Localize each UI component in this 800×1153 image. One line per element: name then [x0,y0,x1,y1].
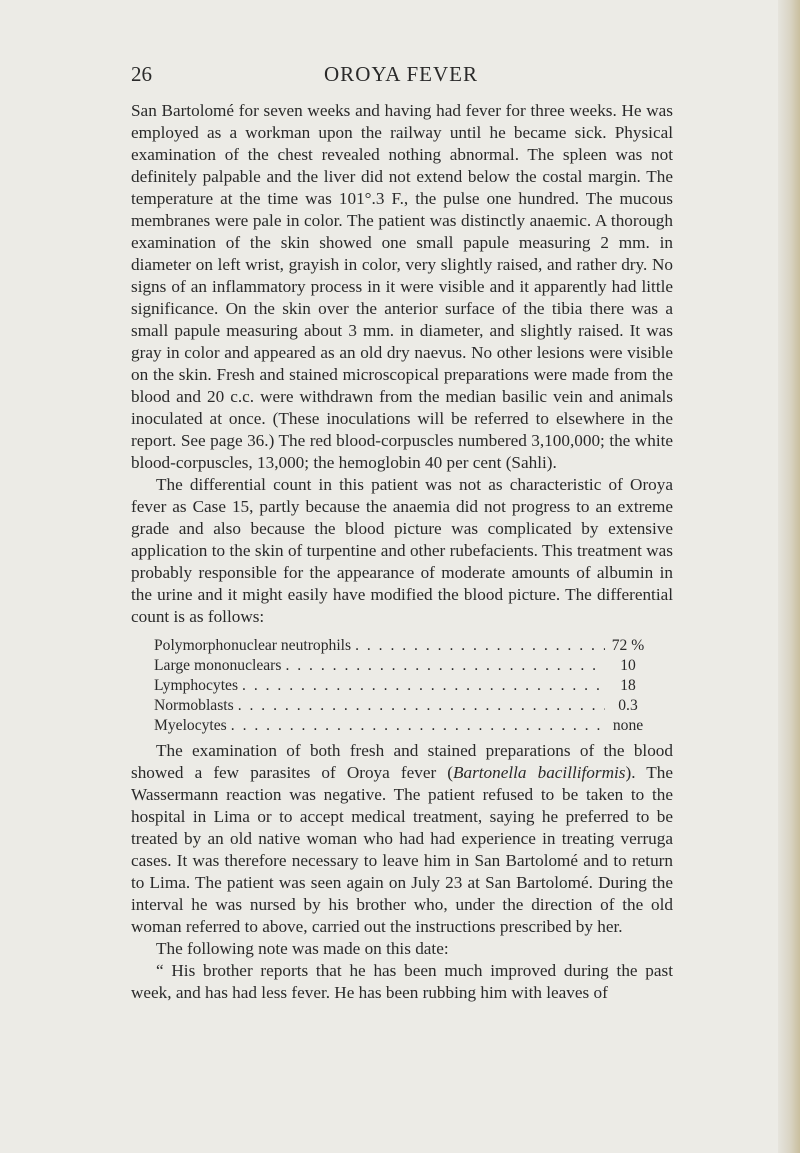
differential-count-table [154,636,647,736]
count-value: 10 [620,657,636,674]
count-row [154,716,647,736]
body-text [131,100,673,1004]
examination-text-end: ). The Wassermann reaction was negative. The patient refused to be taken to the hospital in Lima or to accept medical treatment, saying he preferred to be treated by an old native woman who had had experience in treating verruga cases. It was therefore necessary to leave him in San Bartolomé and to return to Lima. The patient was seen again on July 23 at San Bartolomé. During the interval he was nursed by his brother who, under the direction of the old woman referred to above, carried out the instructions prescribed by her. [131,763,673,936]
page-edge [778,0,800,1153]
paragraph-note-intro: The following note was made on this date: [156,939,449,958]
leader-dots [242,676,605,696]
count-row [154,656,647,676]
count-row [154,696,647,716]
leader-dots [231,716,605,736]
paragraph-examination [131,740,673,938]
count-label: Large mononuclears [154,657,282,674]
paragraph-case-history: San Bartolomé for seven weeks and having had fever for three weeks. He was employed as a workman upon the railway until he became sick. Physical examination of the chest revealed nothing abnormal. The spleen was not definitely palpable and the liver did not extend below the costal margin. The temperature at the time was 101°.3 F., the pulse one hundred. The mucous membranes were pale in color. The patient was distinctly anaemic. A thorough examination of the skin showed one small papule measuring 2 mm. in diameter on left wrist, grayish in color, very slightly raised, and rather dry. No signs of an inflammatory process in it were visible and it apparently had little significance. On the skin over the anterior surface of the tibia there was a small papule measuring about 3 mm. in diameter, and slightly raised. It was gray in color and appeared as an old dry naevus. No other lesions were visible on the skin. Fresh and stained microscopical preparations were made from the blood and 20 c.c. were withdrawn from the median basilic vein and animals inoculated at once. (These inoculations will be referred to elsewhere in the report. See page 36.) The red blood-corpuscles numbered 3,100,000; the white blood-corpuscles, 13,000; the hemoglobin 40 per cent (Sahli). [131,101,673,472]
count-value: 72 % [611,637,645,654]
examination-text-start: The examination of both fresh and stained preparations of the blood showed a few parasites of Oroya fever ( [131,741,673,782]
page-number: 26 [131,62,152,86]
species-name: Bartonella bacilliformis [453,763,626,782]
count-value: 0.3 [618,697,638,714]
count-label: Polymorphonuclear neutrophils [154,637,352,654]
count-label: Normoblasts [154,697,234,714]
count-value: none [612,717,644,734]
count-label: Lymphocytes [154,677,239,694]
running-head: OROYA FEVER [324,62,478,86]
leader-dots [355,636,605,656]
leader-dots [238,696,605,716]
count-label: Myelocytes [154,717,227,734]
count-row [154,676,647,696]
paragraph-brother-report: “ His brother reports that he has been much improved during the past week, and has had less fever. He has been rubbing him with leaves of [131,961,673,1002]
page-header [131,62,671,90]
paragraph-differential-intro: The differential count in this patient was not as characteristic of Oroya fever as Case 15, partly because the anaemia did not progress to an extreme grade and also because the blood picture was complicated by extensive application to the skin of turpentine and other rubefacients. This treatment was probably responsible for the appearance of moderate amounts of albumin in the urine and it might easily have modified the blood picture. The differential count is as follows: [131,475,673,626]
count-value: 18 [620,677,636,694]
leader-dots [285,656,605,676]
count-row [154,636,647,656]
